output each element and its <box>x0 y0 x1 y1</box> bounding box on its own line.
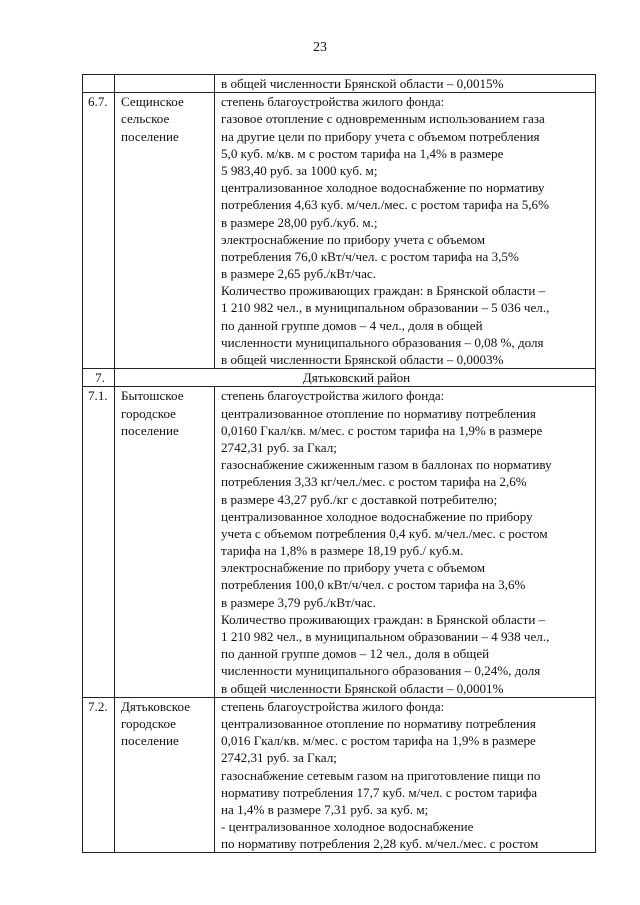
description-line: централизованное отопление по нормативу потребления <box>221 715 536 731</box>
cell-number <box>83 75 115 93</box>
description-line: степень благоустройства жилого фонда: <box>221 388 445 404</box>
description-line: 2742,31 руб. за Гкал; <box>221 750 337 766</box>
cell-description <box>215 697 596 853</box>
description-line: нормативу потребления 17,7 куб. м/чел. с ростом тарифа <box>221 784 538 800</box>
description-line: 0,016 Гкал/кв. м/мес. с ростом тарифа на 1,9% в размере <box>221 733 536 749</box>
table-body <box>83 75 596 853</box>
description-line: 0,0160 Гкал/кв. м/мес. с ростом тарифа на 1,9% в размере <box>221 422 543 438</box>
description-line: потребления 3,33 кг/чел./мес. с ростом тарифа на 2,6% <box>221 474 527 490</box>
description-line: потребления 4,63 куб. м/чел./мес. с ростом тарифа на 5,6% <box>221 197 550 213</box>
description-line: в размере 43,27 руб./кг с доставкой потребителю; <box>221 491 498 507</box>
table-row-continuation <box>83 75 596 93</box>
cell-section-number: 7. <box>83 369 115 387</box>
description-line: в общей численности Брянской области – 0,0001% <box>221 680 504 696</box>
description-line: в размере 28,00 руб./куб. м.; <box>221 214 378 230</box>
table-row-7-1 <box>83 387 596 697</box>
description-line: 5,0 куб. м/кв. м с ростом тарифа на 1,4% в размере <box>221 145 504 161</box>
cell-number: 7.1. <box>83 387 115 697</box>
description-line: централизованное холодное водоснабжение по прибору <box>221 508 533 524</box>
description-line: численности муниципального образования – 0,08 %, доля <box>221 334 544 350</box>
description-line: потребления 100,0 кВт/ч/чел. с ростом тарифа на 3,6% <box>221 577 526 593</box>
cell-settlement <box>115 75 215 93</box>
settlement-name-line: поселение <box>121 733 179 749</box>
description-line: учета с объемом потребления 0,4 куб. м/чел./мес. с ростом <box>221 525 548 541</box>
cell-settlement <box>115 697 215 853</box>
description-line: 1 210 982 чел., в муниципальном образовании – 5 036 чел., <box>221 300 550 316</box>
description-line: 2742,31 руб. за Гкал; <box>221 439 337 455</box>
description-line: в общей численности Брянской области – 0,0003% <box>221 352 504 367</box>
description-line: газоснабжение сжиженным газом в баллонах по нормативу <box>221 457 552 473</box>
description-line: степень благоустройства жилого фонда: <box>221 698 445 714</box>
settlement-name-line: городское <box>121 715 176 731</box>
cell-description <box>215 387 596 697</box>
description-line: потребления 76,0 кВт/ч/чел. с ростом тарифа на 3,5% <box>221 248 519 264</box>
settlement-name-line: Сещинское <box>121 94 184 110</box>
settlement-name-line: Бытошское <box>121 388 184 404</box>
settlement-name-line: поселение <box>121 128 179 144</box>
cell-description <box>215 93 596 369</box>
cell-description <box>215 75 596 93</box>
table-row-6-7 <box>83 93 596 369</box>
description-line: Количество проживающих граждан: в Брянской области – <box>221 611 546 627</box>
description-line: 5 983,40 руб. за 1000 куб. м; <box>221 162 378 178</box>
description-line: в размере 2,65 руб./кВт/час. <box>221 266 376 282</box>
settlement-name-line: Дятьковское <box>121 698 191 714</box>
description-line: централизованное холодное водоснабжение по нормативу <box>221 180 545 196</box>
description-line: по данной группе домов – 4 чел., доля в общей <box>221 317 483 333</box>
tariff-table <box>82 74 596 853</box>
description-line: в размере 3,79 руб./кВт/час. <box>221 594 376 610</box>
page-number: 23 <box>313 40 327 55</box>
description-line: на 1,4% в размере 7,31 руб. за куб. м; <box>221 801 429 817</box>
description-line: тарифа на 1,8% в размере 18,19 руб./ куб.м. <box>221 543 464 559</box>
settlement-name-line: поселение <box>121 422 179 438</box>
description-line: - централизованное холодное водоснабжение <box>221 819 474 835</box>
description-line: Количество проживающих граждан: в Брянской области – <box>221 283 546 299</box>
description-line: по нормативу потребления 2,28 куб. м/чел./мес. с ростом <box>221 836 539 852</box>
cell-number: 6.7. <box>83 93 115 369</box>
cell-section-title: Дятьковский район <box>115 369 596 387</box>
settlement-name-line: городское <box>121 405 176 421</box>
cell-settlement <box>115 387 215 697</box>
cell-number: 7.2. <box>83 697 115 853</box>
cell-settlement <box>115 93 215 369</box>
settlement-name-line: сельское <box>121 111 170 127</box>
table-row-7-2 <box>83 697 596 853</box>
description-line: на другие цели по прибору учета с объемом потребления <box>221 128 540 144</box>
description-line: электроснабжение по прибору учета с объемом <box>221 560 486 576</box>
description-line: газовое отопление с одновременным использованием газа <box>221 111 545 127</box>
description-line: по данной группе домов – 12 чел., доля в общей <box>221 646 490 662</box>
description-line: 1 210 982 чел., в муниципальном образовании – 4 938 чел., <box>221 629 550 645</box>
description-line: газоснабжение сетевым газом на приготовление пищи по <box>221 767 541 783</box>
table-row-section-7 <box>83 369 596 387</box>
description-line: электроснабжение по прибору учета с объемом <box>221 231 486 247</box>
description-line: степень благоустройства жилого фонда: <box>221 94 445 110</box>
description-line: численности муниципального образования – 0,24%, доля <box>221 663 541 679</box>
description-line: централизованное отопление по нормативу потребления <box>221 405 536 421</box>
description-line: в общей численности Брянской области – 0,0015% <box>221 76 504 91</box>
